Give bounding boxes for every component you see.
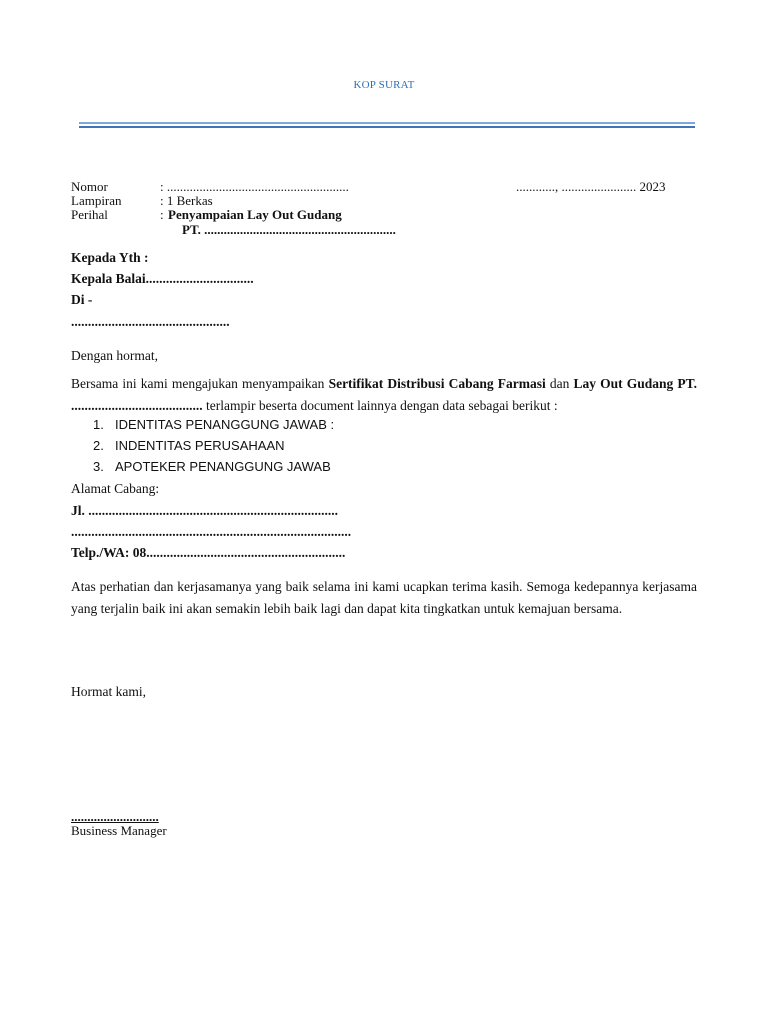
list-item xyxy=(93,435,334,456)
signature-line: ........................... xyxy=(71,809,159,824)
phone-line: Telp./WA: 08........................................................... xyxy=(71,545,346,560)
list-item-number: 2. xyxy=(93,438,104,453)
recipient-kepala: Kepala Balai................................ xyxy=(71,271,254,286)
letterhead-title: KOP SURAT xyxy=(353,79,415,91)
list-item xyxy=(93,456,334,477)
lampiran-label: Lampiran xyxy=(71,193,122,208)
intro-text-1: Bersama ini kami mengajukan menyampaikan xyxy=(71,376,329,391)
perihal-value-company: PT. ........................................................... xyxy=(182,222,396,237)
intro-bold-2: Lay Out Gudang PT. ....................................... xyxy=(71,376,697,413)
lampiran-value: : 1 Berkas xyxy=(160,193,213,208)
letterhead-rule-bottom xyxy=(79,126,695,128)
recipient-di: Di - xyxy=(71,292,93,307)
list-item-number: 3. xyxy=(93,459,104,474)
perihal-label: Perihal xyxy=(71,207,108,222)
data-list xyxy=(93,414,334,477)
list-item xyxy=(93,414,334,435)
recipient-kepada: Kepada Yth : xyxy=(71,250,149,265)
address-continuation: ................................................................................... xyxy=(71,524,352,539)
regards: Hormat kami, xyxy=(71,684,146,699)
list-item-text: INDENTITAS PERUSAHAAN xyxy=(115,438,285,453)
intro-paragraph xyxy=(71,373,697,416)
list-item-text: APOTEKER PENANGGUNG JAWAB xyxy=(115,459,331,474)
list-item-text: IDENTITAS PENANGGUNG JAWAB : xyxy=(115,417,335,432)
nomor-label: Nomor xyxy=(71,179,108,194)
address-street: Jl. .......................................................................... xyxy=(71,503,339,518)
letter-date: ............, ....................... 2023 xyxy=(516,179,666,194)
intro-text-2: dan xyxy=(545,376,574,391)
perihal-value: Penyampaian Lay Out Gudang xyxy=(168,207,342,222)
alamat-label: Alamat Cabang: xyxy=(71,481,160,496)
signatory-title: Business Manager xyxy=(71,823,167,838)
intro-bold-1: Sertifikat Distribusi Cabang Farmasi xyxy=(328,376,546,391)
perihal-colon: : xyxy=(160,207,164,222)
recipient-location: ............................................... xyxy=(71,314,230,329)
greeting: Dengan hormat, xyxy=(71,348,158,363)
nomor-value: : ........................................................ xyxy=(160,179,349,194)
intro-text-3: terlampir beserta document lainnya dengan data sebagai berikut : xyxy=(202,397,558,413)
letterhead-rule-top xyxy=(79,122,695,124)
closing-paragraph: Atas perhatian dan kerjasamanya yang baik selama ini kami ucapkan terima kasih. Semoga kedepannya kerjasama yang terjalin baik ini akan semakin lebih baik lagi dan dapat kita tingkatkan untuk kemajuan bersama. xyxy=(71,579,697,616)
list-item-number: 1. xyxy=(93,417,104,432)
